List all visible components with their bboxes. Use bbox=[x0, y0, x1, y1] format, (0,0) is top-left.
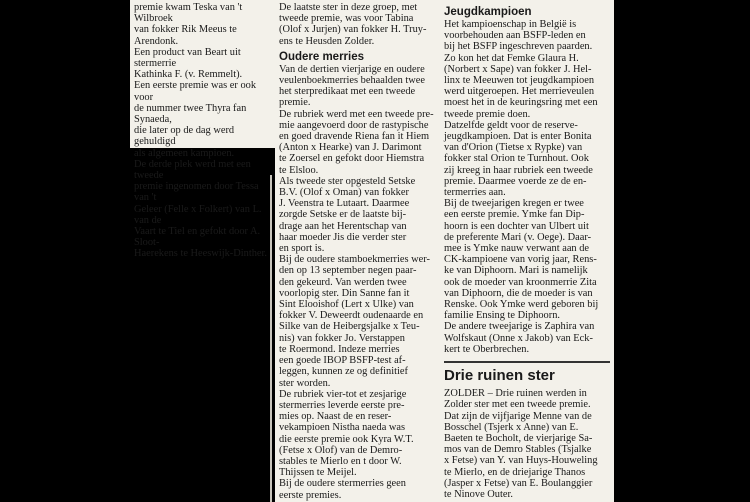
text-line: het sterpredikaat met een tweede bbox=[279, 86, 416, 98]
text-line: van Diphoorn, die de moeder is van bbox=[444, 287, 593, 299]
text-line: J. Veenstra te Lutaart. Daarmee bbox=[279, 198, 410, 210]
intro-paragraph bbox=[279, 2, 436, 47]
text-line: (Anton x Hearke) van J. Darimont bbox=[279, 142, 422, 154]
text-line: leggen, kunnen ze og definitief bbox=[279, 366, 408, 378]
text-line: premie. Daarmee voerde ze de en- bbox=[444, 175, 587, 187]
text-line: premie. bbox=[279, 97, 311, 109]
text-line: Vaart te Tiel en gefokt door A. Sloot- bbox=[134, 226, 261, 249]
text-line: premie kwam Teska van 't Wilbroek bbox=[134, 2, 243, 25]
body-drie-ruinen-ster bbox=[444, 388, 610, 500]
text-line: voorbehouden aan BSFP-leden en bbox=[444, 30, 586, 42]
text-line: die eerste premie ook Kyra W.T. bbox=[279, 433, 414, 445]
heading-jeugdkampioen: Jeugdkampioen bbox=[444, 6, 532, 18]
text-line: Het kampioenschap in België is bbox=[444, 19, 577, 30]
text-line: van fokker Rik Meeus te Arendonk. bbox=[134, 24, 237, 47]
text-line: te Elsloo. bbox=[279, 164, 319, 176]
text-line: drage aan het Herentschap van bbox=[279, 220, 407, 232]
text-line: Datzelfde geldt voor de reserve- bbox=[444, 119, 578, 131]
text-line: de nummer twee Thyra fan Synaeda, bbox=[134, 102, 247, 126]
text-line: stermerries leverde eerste pre- bbox=[279, 399, 405, 411]
text-line: De laatste ster in deze groep, met bbox=[279, 2, 418, 13]
text-line: veulenboekmerries behaalden twee bbox=[279, 75, 425, 87]
text-line: die later op de dag werd gehuldigd bbox=[134, 125, 235, 148]
text-line: te Ninove Outer. bbox=[444, 488, 513, 500]
body-jeugdkampioen bbox=[444, 19, 610, 355]
heading-oudere-merries: Oudere merries bbox=[279, 50, 365, 63]
text-line: bij het BSFP ingeschreven paarden. bbox=[444, 41, 593, 53]
text-line: vekampioen Nistha naeda was bbox=[279, 422, 406, 434]
text-line: Haerekens te Heeswijk-Dinther. bbox=[134, 248, 268, 260]
text-line: de preferente Mari (v. Oege). Daar- bbox=[444, 231, 592, 243]
text-line: Sint Elooishof (Lert x Ulke) van bbox=[279, 299, 414, 311]
text-line: ens te Heusden Zolder. bbox=[279, 35, 375, 47]
text-line: De andere tweejarige is Zaphira van bbox=[444, 321, 595, 333]
text-line: Silke van de Heibergsjalke x Teu- bbox=[279, 321, 420, 333]
text-line: B.V. (Olof x Oman) van fokker bbox=[279, 187, 409, 199]
text-line: Geleer (Felle x Folkert) van L. van de bbox=[134, 203, 262, 226]
text-line: ster worden. bbox=[279, 377, 331, 389]
text-line: De rubriek werd met een tweede pre- bbox=[279, 108, 434, 120]
text-line: Zo kon het dat Femke Glaura H. bbox=[444, 52, 579, 64]
text-line: hoorn is een dochter van Ulbert uit bbox=[444, 220, 589, 232]
text-line: (Fetse x Olof) van de Demro- bbox=[279, 444, 403, 456]
text-line: stables te Mierlo en t door W. bbox=[279, 455, 402, 467]
text-line: en goed dravende Riena fan it Hiem bbox=[279, 131, 430, 143]
text-line: Zolder ster met een tweede premie. bbox=[444, 399, 591, 411]
text-line: De rubriek vier-tot et zesjarige bbox=[279, 388, 407, 400]
text-line: te Mierlo, en de driejarige Thanos bbox=[444, 466, 586, 478]
text-line: Van de dertien vierjarige en oudere bbox=[279, 63, 425, 75]
text-line: den gekeurd. Van werden twee bbox=[279, 276, 407, 288]
heading-drie-ruinen-ster: Drie ruinen ster bbox=[444, 367, 555, 385]
text-line: Dat zijn de vijfjarige Menne van de bbox=[444, 410, 592, 422]
text-line: x Fetse) van Y. van Huys-Houweling bbox=[444, 455, 598, 467]
text-line: (Norbert x Sape) van fokker J. Hel- bbox=[444, 63, 592, 75]
text-line: ZOLDER – Drie ruinen werden in bbox=[444, 388, 587, 400]
text-line: voorlopig ster. Din Sanne fan it bbox=[279, 287, 410, 299]
text-line: werd uitgeroepen. Het merrieveulen bbox=[444, 86, 595, 98]
text-line: Een product van Beart uit stermerrie bbox=[134, 46, 241, 70]
text-line: tweede premie doen. bbox=[444, 108, 531, 120]
text-line: Bij de tweejarigen kregen er twee bbox=[444, 198, 584, 210]
text-line: fokker V. Deweerdt oudenaarde en bbox=[279, 310, 424, 322]
text-line: mies op. Naast de en reser- bbox=[279, 411, 392, 423]
text-line: mos van de Demro Stables (Tsjalke bbox=[444, 444, 592, 456]
article-column-1 bbox=[130, 0, 275, 260]
text-line: als algemeen kampioen. bbox=[134, 147, 235, 159]
text-line: (Olof x Jurjen) van fokker H. Truy- bbox=[279, 24, 427, 36]
text-line: nis) van fokker Jo. Verstappen bbox=[279, 332, 405, 344]
text-line: haar moeder Jis die verder ster bbox=[279, 231, 407, 243]
text-line: te Roermond. Indeze merries bbox=[279, 343, 400, 355]
text-line: (Jasper x Fetse) van E. Boulanggier bbox=[444, 477, 593, 489]
text-line: Bij de oudere stermerries geen bbox=[279, 478, 406, 490]
text-line: Als tweede ster opgesteld Setske bbox=[279, 175, 416, 187]
text-line: termerries aan. bbox=[444, 187, 506, 199]
body-oudere-merries bbox=[279, 64, 436, 501]
article-column-2 bbox=[275, 0, 440, 502]
text-line: De derde plek werd met een tweede bbox=[134, 158, 251, 182]
text-line: en sport is. bbox=[279, 243, 325, 255]
text-line: Bosschel (Tsjerk x Anne) van E. bbox=[444, 421, 579, 433]
text-line: Wolfskaut (Onne x Jakob) van Eck- bbox=[444, 332, 593, 344]
text-line: jeugdkampioen. Dat is enter Bonita bbox=[444, 131, 592, 143]
text-line: fokker stal Orion te Turnhout. Ook bbox=[444, 153, 589, 165]
section-divider bbox=[444, 361, 610, 363]
text-line: tweede premie, was voor Tabina bbox=[279, 13, 414, 25]
text-line: CK-kampioene van vorig jaar, Rens- bbox=[444, 254, 597, 266]
text-line: Kathinka F. (v. Remmelt). bbox=[134, 69, 243, 81]
text-line: Thijssen te Meijel. bbox=[279, 467, 357, 479]
text-line: eerste premies. bbox=[279, 489, 342, 501]
text-line: zij kreeg in haar rubriek een tweede bbox=[444, 164, 593, 176]
text-line: mie aangevoerd door de rastypische bbox=[279, 119, 429, 131]
text-line: familie Ensing te Diphoorn. bbox=[444, 310, 561, 322]
text-line: den op 13 september negen paar- bbox=[279, 265, 417, 277]
text-line: Baeten te Bocholt, de vierjarige Sa- bbox=[444, 432, 593, 444]
text-line: een goede IBOP BSFP-test af- bbox=[279, 355, 406, 367]
text-line: ook de moeder van kroonmerrie Zita bbox=[444, 276, 597, 288]
text-line: linx te Meeuwen tot jeugdkampioen bbox=[444, 75, 595, 87]
text-line: van d'Orion (Tietse x Rypke) van bbox=[444, 142, 583, 154]
text-line: ke van Diphoorn. Mari is namelijk bbox=[444, 265, 588, 277]
text-line: Bij de oudere stamboekmerries wer- bbox=[279, 254, 430, 266]
text-line: mee is Ymke nauw verwant aan de bbox=[444, 243, 590, 255]
text-line: moest het in de keuringsring met een bbox=[444, 97, 598, 109]
text-line: te Zoersel en gefokt door Hiemstra bbox=[279, 153, 425, 165]
paper-seam bbox=[270, 175, 272, 502]
text-line: Renske. Ook Ymke werd geboren bij bbox=[444, 299, 599, 311]
text-line: Een eerste premie was er ook voor bbox=[134, 80, 257, 103]
article-column-3 bbox=[440, 0, 614, 502]
text-line: kert te Oberbrechen. bbox=[444, 343, 530, 355]
text-line: zorgde Setske er de laatste bij- bbox=[279, 209, 407, 221]
text-line: premie ingenomen door Tessa van 't bbox=[134, 181, 259, 204]
text-line: een eerste premie. Ymke fan Dip- bbox=[444, 209, 585, 221]
